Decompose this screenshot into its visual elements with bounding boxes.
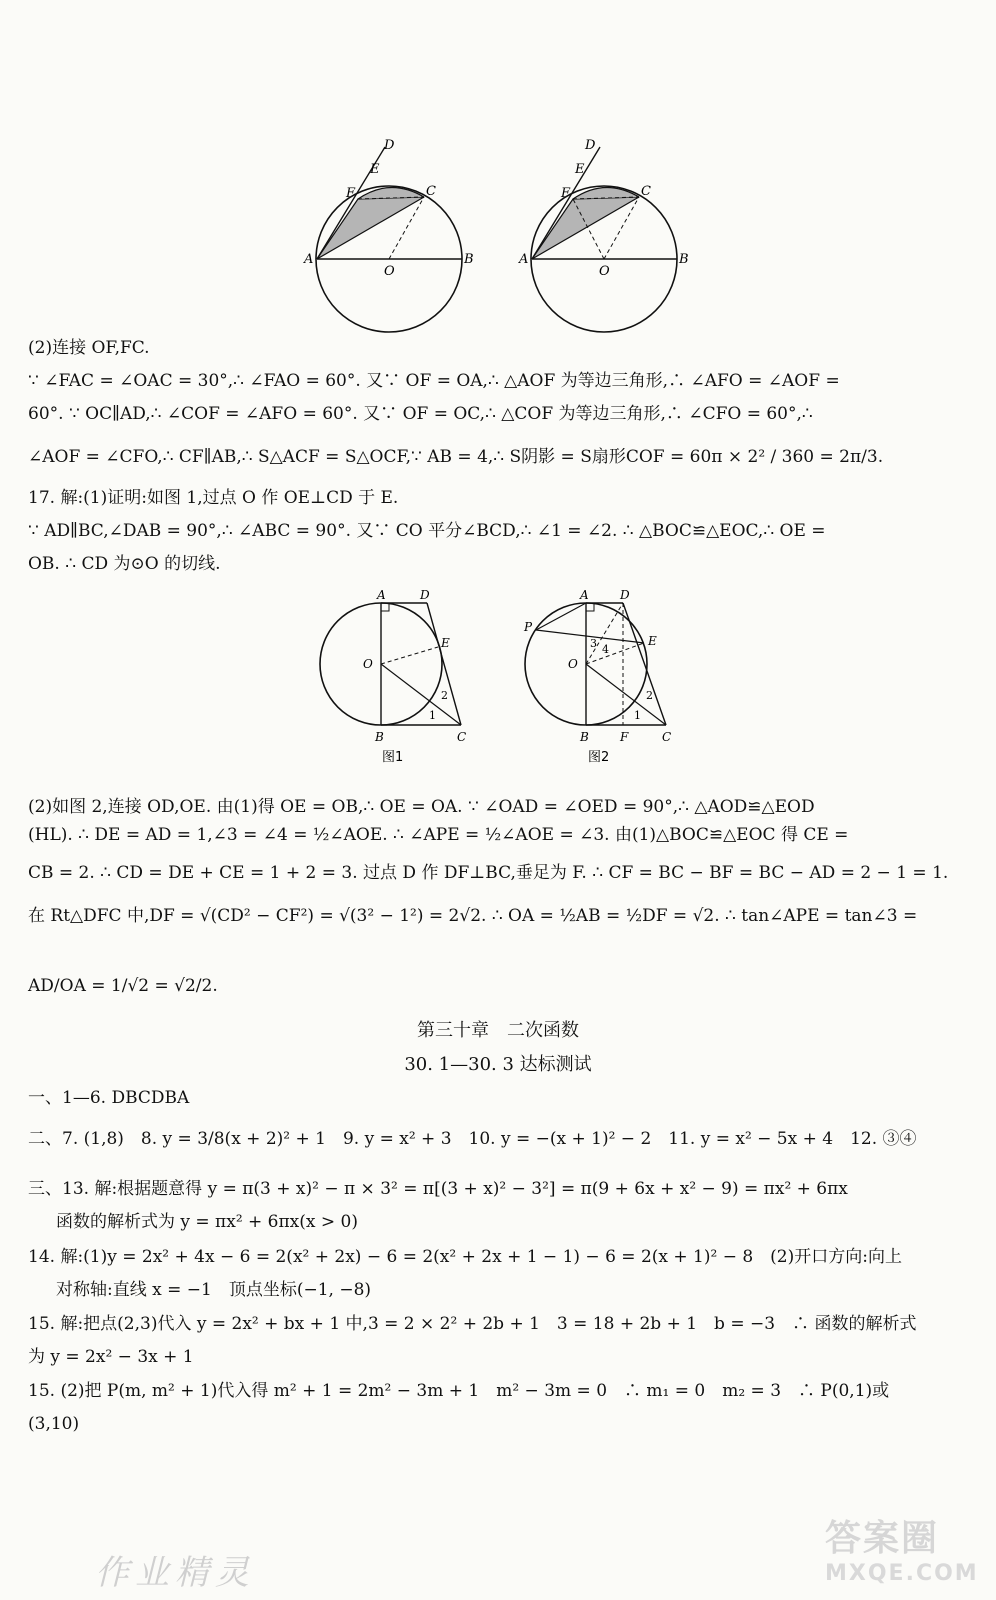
text-line: ∵ ∠FAC = ∠OAC = 30°,∴ ∠FAO = 60°. 又∵ OF = OA,∴ △AOF 为等边三角形,∴ ∠AFO = ∠AOF = bbox=[28, 371, 840, 391]
label-a: A bbox=[304, 252, 314, 267]
text-line: (2)连接 OF,FC. bbox=[28, 338, 150, 358]
label-e: E bbox=[441, 636, 450, 650]
answer-line: 一、1—6. DBCDBA bbox=[28, 1088, 190, 1108]
angle-1-label: 1 bbox=[429, 709, 436, 722]
label-f: F bbox=[346, 186, 356, 201]
text-line: (HL). ∴ DE = AD = 1,∠3 = ∠4 = ½∠AOE. ∴ ∠APE = ½∠AOE = ∠3. 由(1)△BOC≌△EOC 得 CE = bbox=[28, 825, 849, 845]
figure-caption: 图2 bbox=[588, 750, 610, 765]
answer-line: 对称轴:直线 x = −1 顶点坐标(−1, −8) bbox=[56, 1280, 372, 1300]
label-d: D bbox=[420, 588, 430, 602]
text-line: OB. ∴ CD 为⊙O 的切线. bbox=[28, 554, 221, 574]
figure-17-1 bbox=[315, 585, 475, 765]
angle-1-label: 1 bbox=[634, 709, 641, 722]
label-c: C bbox=[662, 730, 672, 744]
text-line: 17. 解:(1)证明:如图 1,过点 O 作 OE⊥CD 于 E. bbox=[28, 488, 399, 508]
text-line: CB = 2. ∴ CD = DE + CE = 1 + 2 = 3. 过点 D 作 DF⊥BC,垂足为 F. ∴ CF = BC − BF = BC − AD = 2 − 1 = 1. bbox=[28, 863, 949, 883]
answer-line: 为 y = 2x² − 3x + 1 bbox=[28, 1347, 194, 1367]
label-a: A bbox=[580, 588, 589, 602]
answer-line: 函数的解析式为 y = πx² + 6πx(x > 0) bbox=[56, 1212, 358, 1232]
angle-2-label: 2 bbox=[441, 689, 448, 702]
top-figure-right bbox=[515, 135, 705, 340]
angle-2-label: 2 bbox=[646, 689, 653, 702]
label-b: B bbox=[580, 730, 589, 744]
label-o: O bbox=[568, 657, 578, 671]
label-p: P bbox=[524, 620, 533, 634]
label-c: C bbox=[457, 730, 467, 744]
watermark-logo-text: 答案圈 bbox=[825, 1518, 940, 1559]
label-o: O bbox=[599, 264, 610, 279]
label-e: E bbox=[648, 634, 657, 648]
answer-line: 15. 解:把点(2,3)代入 y = 2x² + bx + 1 中,3 = 2 × 2² + 2b + 1 3 = 18 + 2b + 1 b = −3 ∴ 函数的解析式 bbox=[28, 1314, 917, 1334]
label-b: B bbox=[464, 252, 474, 267]
watermark-logo bbox=[825, 1510, 985, 1590]
chapter-title: 第三十章 二次函数 bbox=[417, 1020, 579, 1041]
answer-line: 14. 解:(1)y = 2x² + 4x − 6 = 2(x² + 2x) − 6 = 2(x² + 2x + 1 − 1) − 6 = 2(x + 1)² − 8 (2)开口方向:向上 bbox=[28, 1247, 902, 1267]
chapter-subtitle: 30. 1—30. 3 达标测试 bbox=[404, 1054, 592, 1075]
text-line: ∠AOF = ∠CFO,∴ CF∥AB,∴ S△ACF = S△OCF,∵ AB = 4,∴ S阴影 = S扇形COF = 60π × 2² / 360 = 2π/3. bbox=[28, 447, 884, 467]
text-line: ∵ AD∥BC,∠DAB = 90°,∴ ∠ABC = 90°. 又∵ CO 平分∠BCD,∴ ∠1 = ∠2. ∴ △BOC≌△EOC,∴ OE = bbox=[28, 521, 826, 541]
label-b: B bbox=[679, 252, 689, 267]
label-a: A bbox=[377, 588, 386, 602]
angle-3-label: 3 bbox=[590, 637, 597, 650]
answer-line: 三、13. 解:根据题意得 y = π(3 + x)² − π × 3² = π[(3 + x)² − 3²] = π(9 + 6x + x² − 9) = πx² + 6πx bbox=[28, 1179, 848, 1199]
answer-line: 15. (2)把 P(m, m² + 1)代入得 m² + 1 = 2m² − 3m + 1 m² − 3m = 0 ∴ m₁ = 0 m₂ = 3 ∴ P(0,1)或 bbox=[28, 1381, 890, 1401]
label-f: F bbox=[561, 186, 571, 201]
label-e: E bbox=[575, 162, 585, 177]
label-c: C bbox=[426, 184, 436, 199]
angle-4-label: 4 bbox=[602, 643, 609, 656]
label-o: O bbox=[384, 264, 395, 279]
label-d: D bbox=[585, 138, 596, 153]
label-e: E bbox=[370, 162, 380, 177]
watermark-logo-url: MXQE.COM bbox=[825, 1561, 979, 1586]
answer-line: (3,10) bbox=[28, 1414, 80, 1434]
figure-caption: 图1 bbox=[382, 750, 404, 765]
figure-17-2 bbox=[520, 585, 685, 765]
text-line: (2)如图 2,连接 OD,OE. 由(1)得 OE = OB,∴ OE = OA. ∵ ∠OAD = ∠OED = 90°,∴ △AOD≌△EOD bbox=[28, 797, 815, 817]
watermark-bottom: 作业精灵 bbox=[95, 1553, 255, 1593]
label-b: B bbox=[375, 730, 384, 744]
label-d: D bbox=[620, 588, 630, 602]
text-line: 60°. ∵ OC∥AD,∴ ∠COF = ∠AFO = 60°. 又∵ OF = OC,∴ △COF 为等边三角形,∴ ∠CFO = 60°,∴ bbox=[28, 404, 813, 424]
label-o: O bbox=[363, 657, 373, 671]
answer-line: 二、7. (1,8) 8. y = 3/8(x + 2)² + 1 9. y = x² + 3 10. y = −(x + 1)² − 2 11. y = x² − 5x + 4 12. ③④ bbox=[28, 1129, 917, 1149]
label-f: F bbox=[620, 730, 629, 744]
label-a: A bbox=[519, 252, 529, 267]
text-line: AD/OA = 1/√2 = √2/2. bbox=[28, 976, 218, 996]
text-line: 在 Rt△DFC 中,DF = √(CD² − CF²) = √(3² − 1²) = 2√2. ∴ OA = ½AB = ½DF = √2. ∴ tan∠APE = tan∠3 = bbox=[28, 906, 918, 926]
top-figure-left bbox=[300, 135, 490, 340]
label-c: C bbox=[641, 184, 651, 199]
label-d: D bbox=[384, 138, 395, 153]
